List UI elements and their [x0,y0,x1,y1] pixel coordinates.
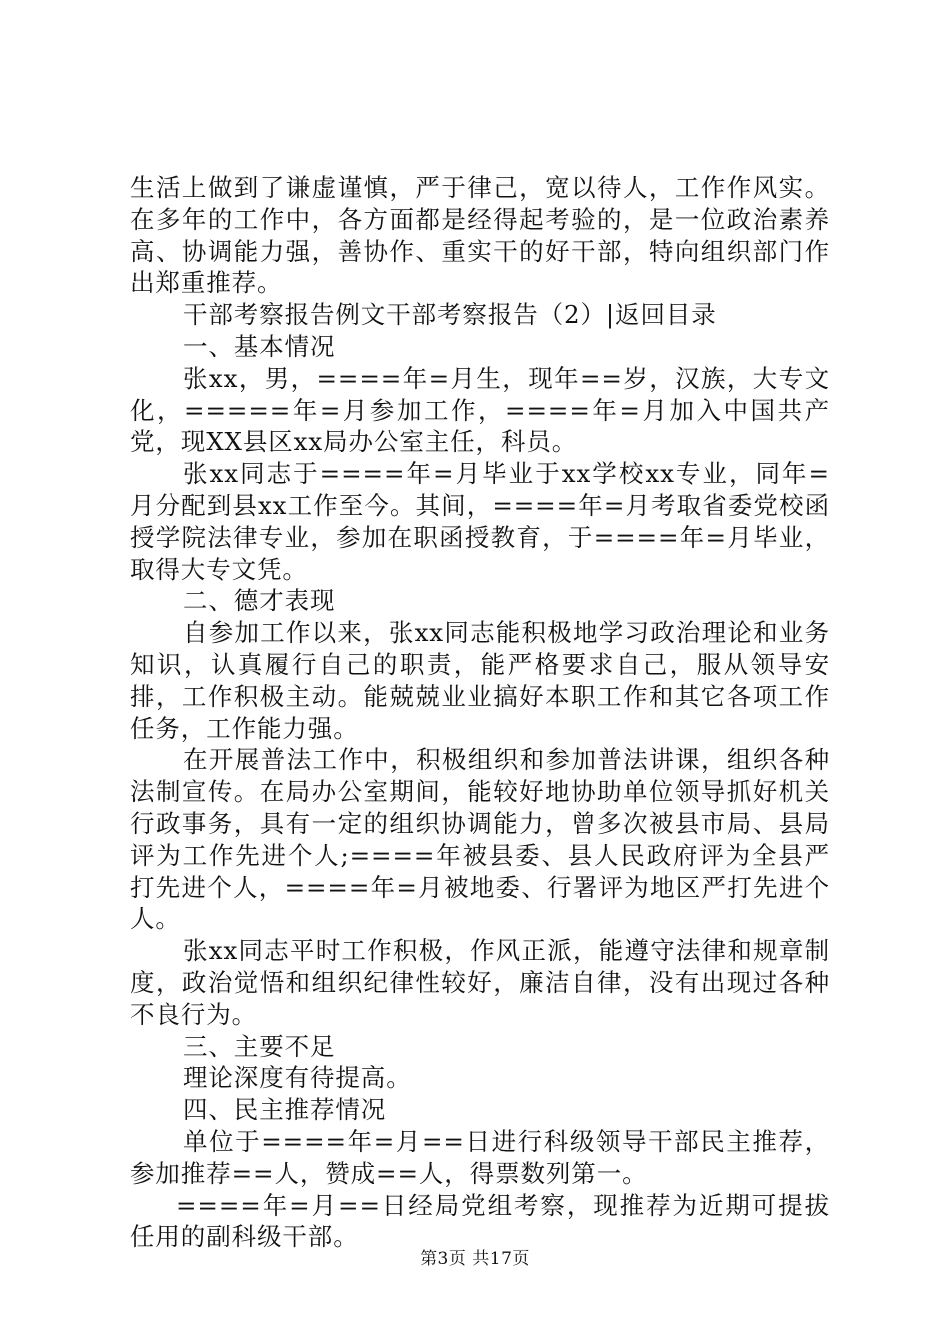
paragraph-education: 张xx同志于====年=月毕业于xx学校xx专业，同年=月分配到县xx工作至今。其间，====年=月考取省委党校函授学院法律专业，参加在职函授教育，于====年=月毕业，取得大专文凭。 [130,459,830,584]
document-body [130,172,830,1253]
paragraph-performance-1: 自参加工作以来，张xx同志能积极地学习政治理论和业务知识，认真履行自己的职责，能严格要求自己，服从领导安排，工作积极主动。能兢兢业业搞好本职工作和其它各项工作任务，工作能力强。 [130,618,830,743]
heading-shortcomings: 三、主要不足 [183,1031,336,1061]
heading-basic-info: 一、基本情况 [183,331,336,361]
heading-recommendation: 四、民主推荐情况 [183,1095,387,1125]
paragraph-performance-2: 在开展普法工作中，积极组织和参加普法讲课，组织各种法制宣传。在局办公室期间，能较好地协助单位领导抓好机关行政事务，具有一定的组织协调能力，曾多次被县市局、县局评为工作先进个人;====年被县委、县人民政府评为全县严打先进个人，====年=月被地委、行署评为地区严打先进个人。 [130,745,830,934]
heading-performance: 二、德才表现 [183,586,336,616]
paragraph-recommendation-1: 单位于====年=月==日进行科级领导干部民主推荐，参加推荐==人，赞成==人，得票数列第一。 [130,1126,830,1188]
paragraph-recommendation-2: ====年=月==日经局党组考察，现推荐为近期可提拔任用的副科级干部。 [130,1190,830,1252]
paragraph-intro: 生活上做到了谦虚谨慎，严于律己，宽以待人，工作作风实。在多年的工作中，各方面都是经得起考验的，是一位政治素养高、协调能力强，善协作、重实干的好干部，特向组织部门作出郑重推荐。 [130,173,830,298]
section-title-link: 干部考察报告例文干部考察报告（2）|返回目录 [183,300,717,330]
paragraph-basic-info: 张xx，男，====年=月生，现年==岁，汉族，大专文化，=====年=月参加工作，====年=月加入中国共产党，现XX县区xx局办公室主任，科员。 [130,363,830,457]
paragraph-shortcomings: 理论深度有待提高。 [183,1063,412,1093]
page-number-footer: 第3页 共17页 [420,1249,530,1269]
paragraph-performance-3: 张xx同志平时工作积极，作风正派，能遵守法律和规章制度，政治觉悟和组织纪律性较好，廉洁自律，没有出现过各种不良行为。 [130,936,830,1029]
